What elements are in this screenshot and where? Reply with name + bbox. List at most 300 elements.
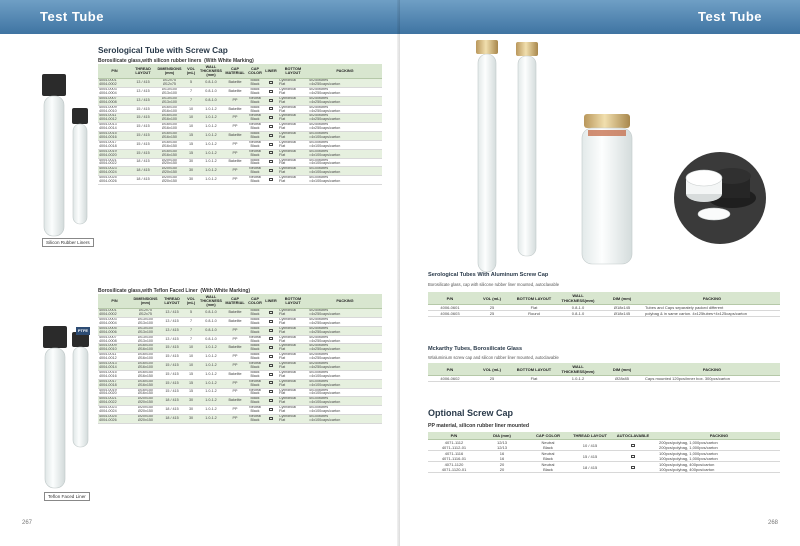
column-header: CAP MATERIAL [224, 294, 246, 309]
table-cell-mat: Bakelite [224, 397, 246, 406]
table-cell-color: Neutral Black [524, 462, 572, 473]
table-cell-dims: Ø20x150 Ø20x150 [131, 406, 160, 415]
table-cell-mat: PP [224, 406, 246, 415]
table-cell-liner [264, 96, 278, 105]
table-cell-pn: 4004-0023 4004-0024 [98, 167, 131, 176]
table-cell-bottom: Cylindrical Flat [278, 105, 308, 114]
table-cell-vol: 10 [184, 353, 198, 362]
table-cell-vol: 7 [184, 96, 198, 105]
checkbox-icon [269, 143, 273, 146]
checkbox-icon [269, 373, 273, 376]
column-header: P/N [428, 363, 472, 376]
table-cell-vol: 15 [184, 149, 198, 158]
table-cell-color: Black Black [246, 309, 264, 318]
table-cell-mat: PP [224, 123, 246, 132]
table-cell-thread: 15 / 415 [131, 114, 155, 123]
table-cell-vol: 30 [184, 397, 198, 406]
table-cell-pack: 4x100tubes =4x100caps/carton [308, 388, 382, 397]
table-cell-pn: 4004-0013 4004-0014 [98, 123, 131, 132]
table-cell-mat: PP [224, 388, 246, 397]
table-row [98, 105, 382, 114]
checkbox-icon [269, 399, 273, 402]
table-row [98, 353, 382, 362]
silicon-liner-caption: Silicon Rubber Liners [42, 238, 94, 247]
table-cell-color: Neutral Black [246, 379, 264, 388]
table-cell-vol: 10 [184, 123, 198, 132]
table-cell-dims: Ø16x150 Ø16x150 [155, 132, 184, 141]
table-cell-color: Neutral Black [246, 414, 264, 423]
table-row [428, 440, 780, 451]
table-cell-bottom: Cylindrical Flat [278, 132, 308, 141]
column-header: BOTTOM LAYOUT [278, 294, 308, 309]
table-cell-liner [264, 176, 278, 185]
checkbox-icon [269, 381, 273, 384]
table-cell-pn: 4004-0019 4004-0020 [98, 149, 131, 158]
table-cell-wall: 1.0-1.2 [198, 132, 224, 141]
table-cell-dims: Ø16x100 Ø16x100 [155, 114, 184, 123]
table-cell-thread: 15 / 415 [160, 353, 184, 362]
table-cell-auto [608, 440, 658, 451]
table-cell-mat: PP [224, 149, 246, 158]
table-cell-pn: 4004-0009 4004-0010 [98, 344, 131, 353]
table-cell-pack: 100pcs/polybag, 400pcs/carton 100pcs/polybag, 400pcs/carton [658, 462, 780, 473]
table-cell-thread: 18 / 415 [160, 414, 184, 423]
checkbox-icon [269, 417, 273, 420]
table-cell-thread: 15 / 415 [160, 379, 184, 388]
table-cell-color: Neutral Black [246, 149, 264, 158]
table-cell-vol: 7 [184, 88, 198, 97]
table-cell-pack: 4x100tubes =4x100caps/carton [308, 414, 382, 423]
checkbox-icon [269, 346, 273, 349]
checkbox-icon [269, 99, 273, 102]
checkbox-icon [269, 134, 273, 137]
column-header: VOL (mL) [472, 292, 512, 305]
table-cell-bottom: Cylindrical Flat [278, 406, 308, 415]
table-cell-pn: 4071-1112 4071-1112-01 [428, 440, 480, 451]
table-row [98, 362, 382, 371]
table-cell-pn: 4004-0007 4004-0008 [98, 335, 131, 344]
checkbox-icon [269, 390, 273, 393]
column-header: DIA (mm) [480, 432, 524, 440]
table-cell-vol: 15 [184, 388, 198, 397]
table-cell-vol: 15 [184, 132, 198, 141]
table-cell-bottom: Cylindrical Flat [278, 362, 308, 371]
table-cell-pack: 4x100tubes =4x100caps/carton [308, 176, 382, 185]
table-cell-color: Neutral Black [246, 388, 264, 397]
table-cell-pn: 4006-0602 [428, 376, 472, 382]
column-header: CAP COLOR [246, 294, 264, 309]
checkbox-icon [269, 169, 273, 172]
table-cell-color: Neutral Black [246, 335, 264, 344]
table-cell-dims: Ø13x100 Ø13x100 [131, 335, 160, 344]
table-cell-dims: Ø13x100 Ø13x100 [131, 318, 160, 327]
table-cell-wall: 1.0-1.2 [198, 414, 224, 423]
table-cell-color: Black Black [246, 397, 264, 406]
table-cell-wall: 1.0-1.2 [198, 114, 224, 123]
table-cell-dim: Ø18x145 [600, 305, 644, 311]
table-cell-bottom: Cylindrical Flat [278, 176, 308, 185]
mccartney-subtitle: W/aluminium screw cap and silicon rubber liner mounted, autoclavable [428, 355, 559, 360]
table-cell-bottom: Cylindrical Flat [278, 388, 308, 397]
table-cell-liner [264, 353, 278, 362]
table-cell-liner [264, 388, 278, 397]
checkbox-icon [631, 466, 635, 469]
table-cell-vol: 5 [184, 309, 198, 318]
table-row [98, 318, 382, 327]
table-cell-liner [264, 114, 278, 123]
page-number: 267 [22, 520, 33, 526]
table-cell-vol: 25 [472, 311, 512, 317]
right-page [400, 0, 800, 546]
table-cell-wall: 0.8-1.0 [198, 88, 224, 97]
column-header: WALL THICKNESS(mm) [556, 363, 600, 376]
table-cell-color: Black Black [246, 132, 264, 141]
column-header: LINER [264, 64, 278, 79]
table-cell-pack: 4x250tubes =4x250caps/carton [308, 79, 382, 88]
table-row [428, 462, 780, 473]
table-cell-liner [264, 158, 278, 167]
table-cell-pack: 4x100tubes =4x100caps/carton [308, 397, 382, 406]
table-row [98, 406, 382, 415]
column-header: P/N [98, 294, 131, 309]
column-header: BOTTOM LAYOUT [278, 64, 308, 79]
table-cell-wall: 1.0-1.2 [198, 167, 224, 176]
table-cell-liner [264, 344, 278, 353]
table-row [98, 96, 382, 105]
table-cell-liner [264, 335, 278, 344]
table-cell-pack: 4x250tubes =4x250caps/carton [308, 88, 382, 97]
table-cell-wall: 1.0-1.2 [198, 406, 224, 415]
table-cell-bottom: Flat [512, 305, 556, 311]
table-cell-mat: PP [224, 335, 246, 344]
table-cell-color: Black Black [246, 318, 264, 327]
table-cell-pack: 4x250tubes =4x250caps/carton [308, 326, 382, 335]
table-cell-vol: 10 [184, 344, 198, 353]
table-cell-wall: 1.0-1.2 [198, 344, 224, 353]
table-cell-dims: Ø16x100 Ø16x100 [131, 362, 160, 371]
column-header: WALL THICKNESS(mm) [556, 292, 600, 305]
table-cell-thread: 13 / 415 [160, 318, 184, 327]
table-cell-wall: 1.0-1.2 [198, 379, 224, 388]
table-cell-dims: Ø16x100 Ø16x100 [131, 344, 160, 353]
table-cell-vol: 15 [184, 370, 198, 379]
table-cell-wall: 0.8-1.0 [198, 326, 224, 335]
table-cell-pack: 4x250tubes =4x250caps/carton [308, 105, 382, 114]
optional-cap-title: Optional Screw Cap [428, 408, 514, 418]
table-cell-bottom: Cylindrical Flat [278, 344, 308, 353]
table-cell-thread: 13 / 415 [131, 96, 155, 105]
table-cell-dims: Ø12x75 Ø12x75 [155, 79, 184, 88]
header-title: Test Tube [40, 9, 104, 24]
column-header: THREAD LAYOUT [131, 64, 155, 79]
table-cell-pn: 4004-0001 4004-0002 [98, 309, 131, 318]
table-cell-pn: 4004-0005 4004-0006 [98, 326, 131, 335]
table-cell-dims: Ø16x100 Ø16x100 [155, 105, 184, 114]
table-cell-pn: 4004-0013 4004-0014 [98, 362, 131, 371]
table-cell-dims: Ø16x100 Ø16x100 [131, 353, 160, 362]
table-cell-bottom: Flat [512, 376, 556, 382]
table-cell-mat: PP [224, 414, 246, 423]
table-cell-liner [264, 88, 278, 97]
table-cell-bottom: Cylindrical Flat [278, 149, 308, 158]
table-cell-pn: 4004-0015 4004-0016 [98, 132, 131, 141]
table-cell-bottom: Cylindrical Flat [278, 123, 308, 132]
table-cell-color: Black Black [246, 158, 264, 167]
table-row [98, 176, 382, 185]
table-cell-color: Black Black [246, 326, 264, 335]
table-cell-pack: 4x250tubes =4x250caps/carton [308, 123, 382, 132]
ptfe-badge: PTFE [77, 328, 89, 333]
section-subtitle: Borosilicate glass,with silicon rubber liners (With White Marking) [98, 58, 254, 64]
table-cell-bottom: Cylindrical Flat [278, 309, 308, 318]
table-cell-wall: 1.0-1.2 [198, 123, 224, 132]
table-cell-pn: 4004-0009 4004-0010 [98, 105, 131, 114]
table-cell-dims: Ø20x150 Ø20x150 [155, 167, 184, 176]
column-header: P/N [428, 292, 472, 305]
table-cell-mat: PP [224, 140, 246, 149]
table-cell-wall: 1.0-1.2 [556, 376, 600, 382]
table-cell-pn: 4071-1120 4071-1120-01 [428, 462, 480, 473]
table-cell-wall: 0.8-1.0 [556, 305, 600, 311]
table-cell-wall: 0.8-1.0 [556, 311, 600, 317]
checkbox-icon [269, 160, 273, 163]
table-cell-pack: 4x250tubes =4x250caps/carton [308, 344, 382, 353]
table-cell-mat: PP [224, 114, 246, 123]
table-cell-pn: 4004-0025 4004-0026 [98, 414, 131, 423]
optional-cap-photo [664, 150, 776, 246]
table-cell-pack: 4x100tubes =4x100caps/carton [308, 132, 382, 141]
table-cell-wall: 1.0-1.2 [198, 370, 224, 379]
table-cell-pn: 4006-0603 [428, 311, 472, 317]
table-cell-wall: 0.8-1.0 [198, 318, 224, 327]
table-cell-color: Neutral Black [246, 362, 264, 371]
checkbox-icon [269, 151, 273, 154]
table-cell-bottom: Cylindrical Flat [278, 379, 308, 388]
table-cell-bottom: Cylindrical Flat [278, 318, 308, 327]
table-cell-liner [264, 397, 278, 406]
table-cell-liner [264, 167, 278, 176]
table-cell-liner [264, 309, 278, 318]
table-row [98, 388, 382, 397]
table-cell-dia: 16 16 [480, 451, 524, 462]
column-header: LINER [264, 294, 278, 309]
table-cell-pn: 4004-0017 4004-0018 [98, 379, 131, 388]
table-cell-liner [264, 132, 278, 141]
table-cell-mat: PP [224, 167, 246, 176]
table-cell-liner [264, 79, 278, 88]
table-cell-color: Black Black [246, 88, 264, 97]
checkbox-icon [269, 107, 273, 110]
table-cell-dims: Ø13x100 Ø13x100 [155, 96, 184, 105]
table-cell-mat: PP [224, 353, 246, 362]
table-cell-dims: Ø20x150 Ø20x150 [155, 158, 184, 167]
table-row [98, 397, 382, 406]
table-cell-dia: 20 20 [480, 462, 524, 473]
table-cell-pn: 4004-0021 4004-0022 [98, 158, 131, 167]
table-cell-dims: Ø13x100 Ø13x100 [131, 326, 160, 335]
table-cell-thread: 15 / 415 [160, 388, 184, 397]
table-row [98, 114, 382, 123]
column-header: VOL (mL) [472, 363, 512, 376]
table-cell-pack: 4x100tubes =4x100caps/carton [308, 379, 382, 388]
table-cell-dims: Ø20x150 Ø20x150 [155, 176, 184, 185]
table-cell-thread: 18 / 415 [160, 406, 184, 415]
column-header: CAP COLOR [246, 64, 264, 79]
table-cell-thread: 15 / 415 [131, 105, 155, 114]
header-title: Test Tube [698, 9, 762, 24]
table-cell-pn: 4071-1116 4071-1116-01 [428, 451, 480, 462]
table-cell-vol: 10 [184, 362, 198, 371]
column-header: PACKING [308, 64, 382, 79]
table-cell-pack: 4x100tubes =4x100caps/carton [308, 370, 382, 379]
column-header: DIM (mm) [600, 292, 644, 305]
table-cell-color: Neutral Black [246, 96, 264, 105]
table-cell-color: Black Black [246, 370, 264, 379]
checkbox-icon [269, 125, 273, 128]
table-cell-vol: 15 [184, 379, 198, 388]
table-cell-wall: 0.8-1.0 [198, 79, 224, 88]
table-cell-pn: 4004-0011 4004-0012 [98, 353, 131, 362]
table-cell-thread: 15 / 415 [160, 344, 184, 353]
table-cell-pn: 4006-0601 [428, 305, 472, 311]
table-cell-bottom: Cylindrical Flat [278, 414, 308, 423]
table-cell-mat: Bakelite [224, 79, 246, 88]
table-cell-thread: 18 / 415 [131, 167, 155, 176]
table-cell-thread: 10 / 415 [572, 440, 608, 451]
teflon-liner-table [98, 294, 382, 424]
table-cell-mat: Bakelite [224, 309, 246, 318]
table-cell-color: Neutral Black [524, 451, 572, 462]
table-row [98, 414, 382, 423]
table-cell-dims: Ø12x75 Ø12x75 [131, 309, 160, 318]
table-cell-thread: 15 / 415 [131, 132, 155, 141]
column-header: PACKING [644, 292, 780, 305]
table-cell-dims: Ø16x150 Ø16x150 [131, 370, 160, 379]
section2-subtitle: Borosilicate glass,with Teflon Faced Liner (With White Marking) [98, 288, 251, 294]
table-cell-pack: 4x250tubes =4x250caps/carton [308, 353, 382, 362]
table-cell-bottom: Round [512, 311, 556, 317]
page-header [0, 0, 400, 34]
table-cell-bottom: Cylindrical Flat [278, 326, 308, 335]
table-cell-dims: Ø16x150 Ø16x150 [155, 149, 184, 158]
table-cell-pack: 4x250tubes =4x250caps/carton [308, 96, 382, 105]
table-cell-color: Neutral Black [246, 406, 264, 415]
table-cell-pack: 4x100tubes =4x100caps/carton [308, 140, 382, 149]
table-cell-mat: PP [224, 326, 246, 335]
table-cell-pack: 4x100tubes =4x100caps/carton [308, 149, 382, 158]
table-row [428, 376, 780, 382]
table-cell-auto [608, 462, 658, 473]
column-header: CAP MATERIAL [224, 64, 246, 79]
table-cell-dims: Ø20x150 Ø20x150 [131, 414, 160, 423]
table-cell-vol: 7 [184, 335, 198, 344]
table-cell-pn: 4004-0019 4004-0020 [98, 388, 131, 397]
table-cell-color: Black Black [246, 79, 264, 88]
table-row [428, 311, 780, 317]
table-cell-liner [264, 123, 278, 132]
table-cell-pack: Tubes and Caps separately packed different [644, 305, 780, 311]
table-cell-mat: Bakelite [224, 370, 246, 379]
column-header: DIM (mm) [600, 363, 644, 376]
table-row [98, 309, 382, 318]
page-header [400, 0, 800, 34]
table-cell-thread: 15 / 415 [160, 362, 184, 371]
table-cell-pack: 4x100tubes =4x100caps/carton [308, 406, 382, 415]
table-cell-vol: 7 [184, 318, 198, 327]
table-cell-wall: 1.0-1.2 [198, 397, 224, 406]
column-header: P/N [98, 64, 131, 79]
table-cell-color: Neutral Black [246, 140, 264, 149]
table-cell-mat: PP [224, 176, 246, 185]
table-cell-liner [264, 414, 278, 423]
table-row [428, 451, 780, 462]
table-cell-bottom: Cylindrical Flat [278, 335, 308, 344]
column-header: VOL (mL) [184, 64, 198, 79]
table-cell-wall: 1.0-1.2 [198, 388, 224, 397]
table-cell-pn: 4004-0007 4004-0008 [98, 96, 131, 105]
table-cell-vol: 30 [184, 414, 198, 423]
table-cell-vol: 10 [184, 105, 198, 114]
checkbox-icon [269, 90, 273, 93]
table-cell-liner [264, 140, 278, 149]
column-header: CAP COLOR [524, 432, 572, 440]
table-cell-thread: 13 / 415 [131, 88, 155, 97]
table-cell-thread: 18 / 415 [572, 462, 608, 473]
checkbox-icon [269, 355, 273, 358]
table-cell-thread: 13 / 415 [160, 326, 184, 335]
table-cell-wall: 1.0-1.2 [198, 105, 224, 114]
column-header: P/N [428, 432, 480, 440]
table-cell-mat: PP [224, 379, 246, 388]
table-row [98, 132, 382, 141]
silicon-liner-tubes-photo [36, 68, 96, 243]
silicon-liner-table [98, 64, 382, 185]
table-cell-liner [264, 105, 278, 114]
table-cell-mat: Bakelite [224, 318, 246, 327]
table-cell-thread: 18 / 415 [160, 397, 184, 406]
checkbox-icon [269, 320, 273, 323]
table-cell-bottom: Cylindrical Flat [278, 114, 308, 123]
checkbox-icon [269, 408, 273, 411]
table-cell-mat: PP [224, 96, 246, 105]
table-cell-thread: 13 / 415 [131, 79, 155, 88]
table-cell-dia: 12/13 12/13 [480, 440, 524, 451]
table-cell-dims: Ø16x150 Ø16x150 [131, 379, 160, 388]
table-cell-vol: 5 [184, 79, 198, 88]
table-cell-color: Black Black [246, 344, 264, 353]
table-cell-wall: 1.0-1.2 [198, 362, 224, 371]
table-row [98, 335, 382, 344]
table-cell-color: Black Black [246, 105, 264, 114]
checkbox-icon [269, 116, 273, 119]
table-row [98, 370, 382, 379]
table-cell-pack: 4x250tubes =4x250caps/carton [308, 114, 382, 123]
table-cell-thread: 18 / 415 [131, 158, 155, 167]
table-cell-dims: Ø13x100 Ø13x100 [155, 88, 184, 97]
table-cell-wall: 1.0-1.2 [198, 149, 224, 158]
table-cell-bottom: Cylindrical Flat [278, 140, 308, 149]
table-cell-dims: Ø16x150 Ø16x150 [155, 140, 184, 149]
table-cell-vol: 30 [184, 167, 198, 176]
table-cell-vol: 15 [184, 140, 198, 149]
table-cell-bottom: Cylindrical Flat [278, 370, 308, 379]
checkbox-icon [269, 337, 273, 340]
table-row [98, 123, 382, 132]
table-cell-dim: Ø28x85 [600, 376, 644, 382]
table-cell-mat: Bakelite [224, 105, 246, 114]
table-cell-thread: 18 / 415 [131, 176, 155, 185]
table-cell-pn: 4004-0011 4004-0012 [98, 114, 131, 123]
